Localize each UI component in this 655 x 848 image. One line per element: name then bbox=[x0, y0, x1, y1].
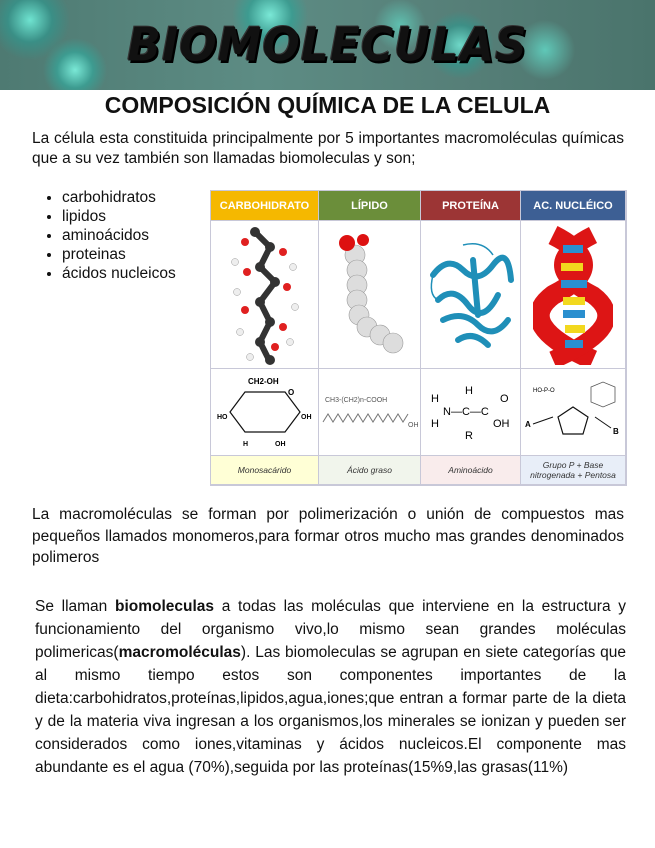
header-proteina: PROTEÍNA bbox=[421, 191, 521, 221]
label-nucleotido: Grupo P + Base nitrogenada + Pentosa bbox=[521, 456, 626, 485]
svg-text:H: H bbox=[431, 418, 439, 430]
lipid-model-image bbox=[319, 221, 421, 369]
bold-term: macromoléculas bbox=[118, 644, 241, 661]
svg-text:O: O bbox=[500, 393, 509, 405]
amino-acid-formula bbox=[421, 369, 521, 456]
protein-model-image bbox=[421, 221, 521, 369]
svg-text:OH: OH bbox=[493, 418, 510, 430]
list-item: • carbohidratos bbox=[62, 188, 176, 207]
svg-text:HO: HO bbox=[216, 414, 227, 421]
svg-text:OH: OH bbox=[407, 422, 418, 429]
glucose-formula bbox=[211, 369, 319, 456]
page-title: BIOMOLECULAS bbox=[127, 18, 528, 73]
section-title: COMPOSICIÓN QUÍMICA DE LA CELULA bbox=[104, 92, 551, 118]
fatty-acid-formula bbox=[319, 369, 421, 456]
intro-paragraph: La célula esta constituida principalmente por 5 importantes macromoléculas químicas que a su vez también son llamadas biomoleculas y son; bbox=[32, 130, 624, 167]
header-lipido: LÍPIDO bbox=[319, 191, 421, 221]
text: a todas las moléculas que interviene en la estructura y funcionamiento del organismo vivo,lo mismo sean grandes moléculas polimericas( bbox=[35, 598, 626, 661]
svg-text:N—C—C: N—C—C bbox=[443, 406, 489, 418]
nucleotide-formula bbox=[521, 369, 626, 456]
list-item: • lipidos bbox=[62, 207, 176, 226]
text: ). Las biomoleculas se agrupan en siete categorías que al mismo tiempo estos son componentes importantes de la dieta:carbohidratos,proteínas,lipidos,agua,iones;que entran a formar parte de la dieta y de la materia viva ingresan a los organismos,los minerales se ionizan y pueden ser considerados como iones,vitaminas y ácidos nucleicos.El componente mas abundante es el agua (70%),seguida por las proteínas(15%9,las grasas(11%) bbox=[35, 644, 626, 776]
list-item: • proteinas bbox=[62, 245, 176, 264]
carbohydrate-model-image bbox=[211, 221, 319, 369]
svg-text:OH: OH bbox=[300, 414, 311, 421]
list-item: • ácidos nucleicos bbox=[62, 264, 176, 283]
polymerization-paragraph: La macromoléculas se forman por polimerización o unión de compuestos mas pequeños llamados monomeros,para formar otros mucho mas grandes denominados polimeros bbox=[32, 506, 624, 566]
label-a: A bbox=[525, 420, 531, 429]
list-item: • aminoácidos bbox=[62, 226, 176, 245]
svg-text:H: H bbox=[465, 385, 473, 397]
ch2oh-label: CH2-OH bbox=[247, 377, 279, 386]
label-monosacarido: Monosacárido bbox=[211, 456, 319, 485]
svg-text:H: H bbox=[242, 441, 248, 448]
svg-text:HO-P-O: HO-P-O bbox=[533, 388, 555, 394]
header-banner bbox=[0, 0, 655, 90]
header-nucleico: AC. NUCLÉICO bbox=[521, 191, 626, 221]
svg-text:H: H bbox=[431, 393, 439, 405]
svg-text:OH: OH bbox=[274, 441, 285, 448]
bold-term: biomoleculas bbox=[114, 598, 215, 615]
biomolecules-paragraph bbox=[35, 595, 626, 779]
header-carbohidrato: CARBOHIDRATO bbox=[211, 191, 319, 221]
nucleic-acid-model-image bbox=[521, 221, 626, 369]
label-b: B bbox=[613, 427, 619, 436]
label-acido-graso: Ácido graso bbox=[319, 456, 421, 485]
label-aminoacido: Aminoácido bbox=[421, 456, 521, 485]
lipid-formula-label: CH3-(CH2)n-COOH bbox=[324, 397, 387, 404]
biomolecule-list bbox=[44, 188, 176, 283]
text: Se llaman bbox=[35, 598, 115, 615]
biomolecule-figure bbox=[210, 190, 627, 486]
svg-text:O: O bbox=[287, 388, 294, 397]
r-group-label: R bbox=[465, 430, 473, 442]
